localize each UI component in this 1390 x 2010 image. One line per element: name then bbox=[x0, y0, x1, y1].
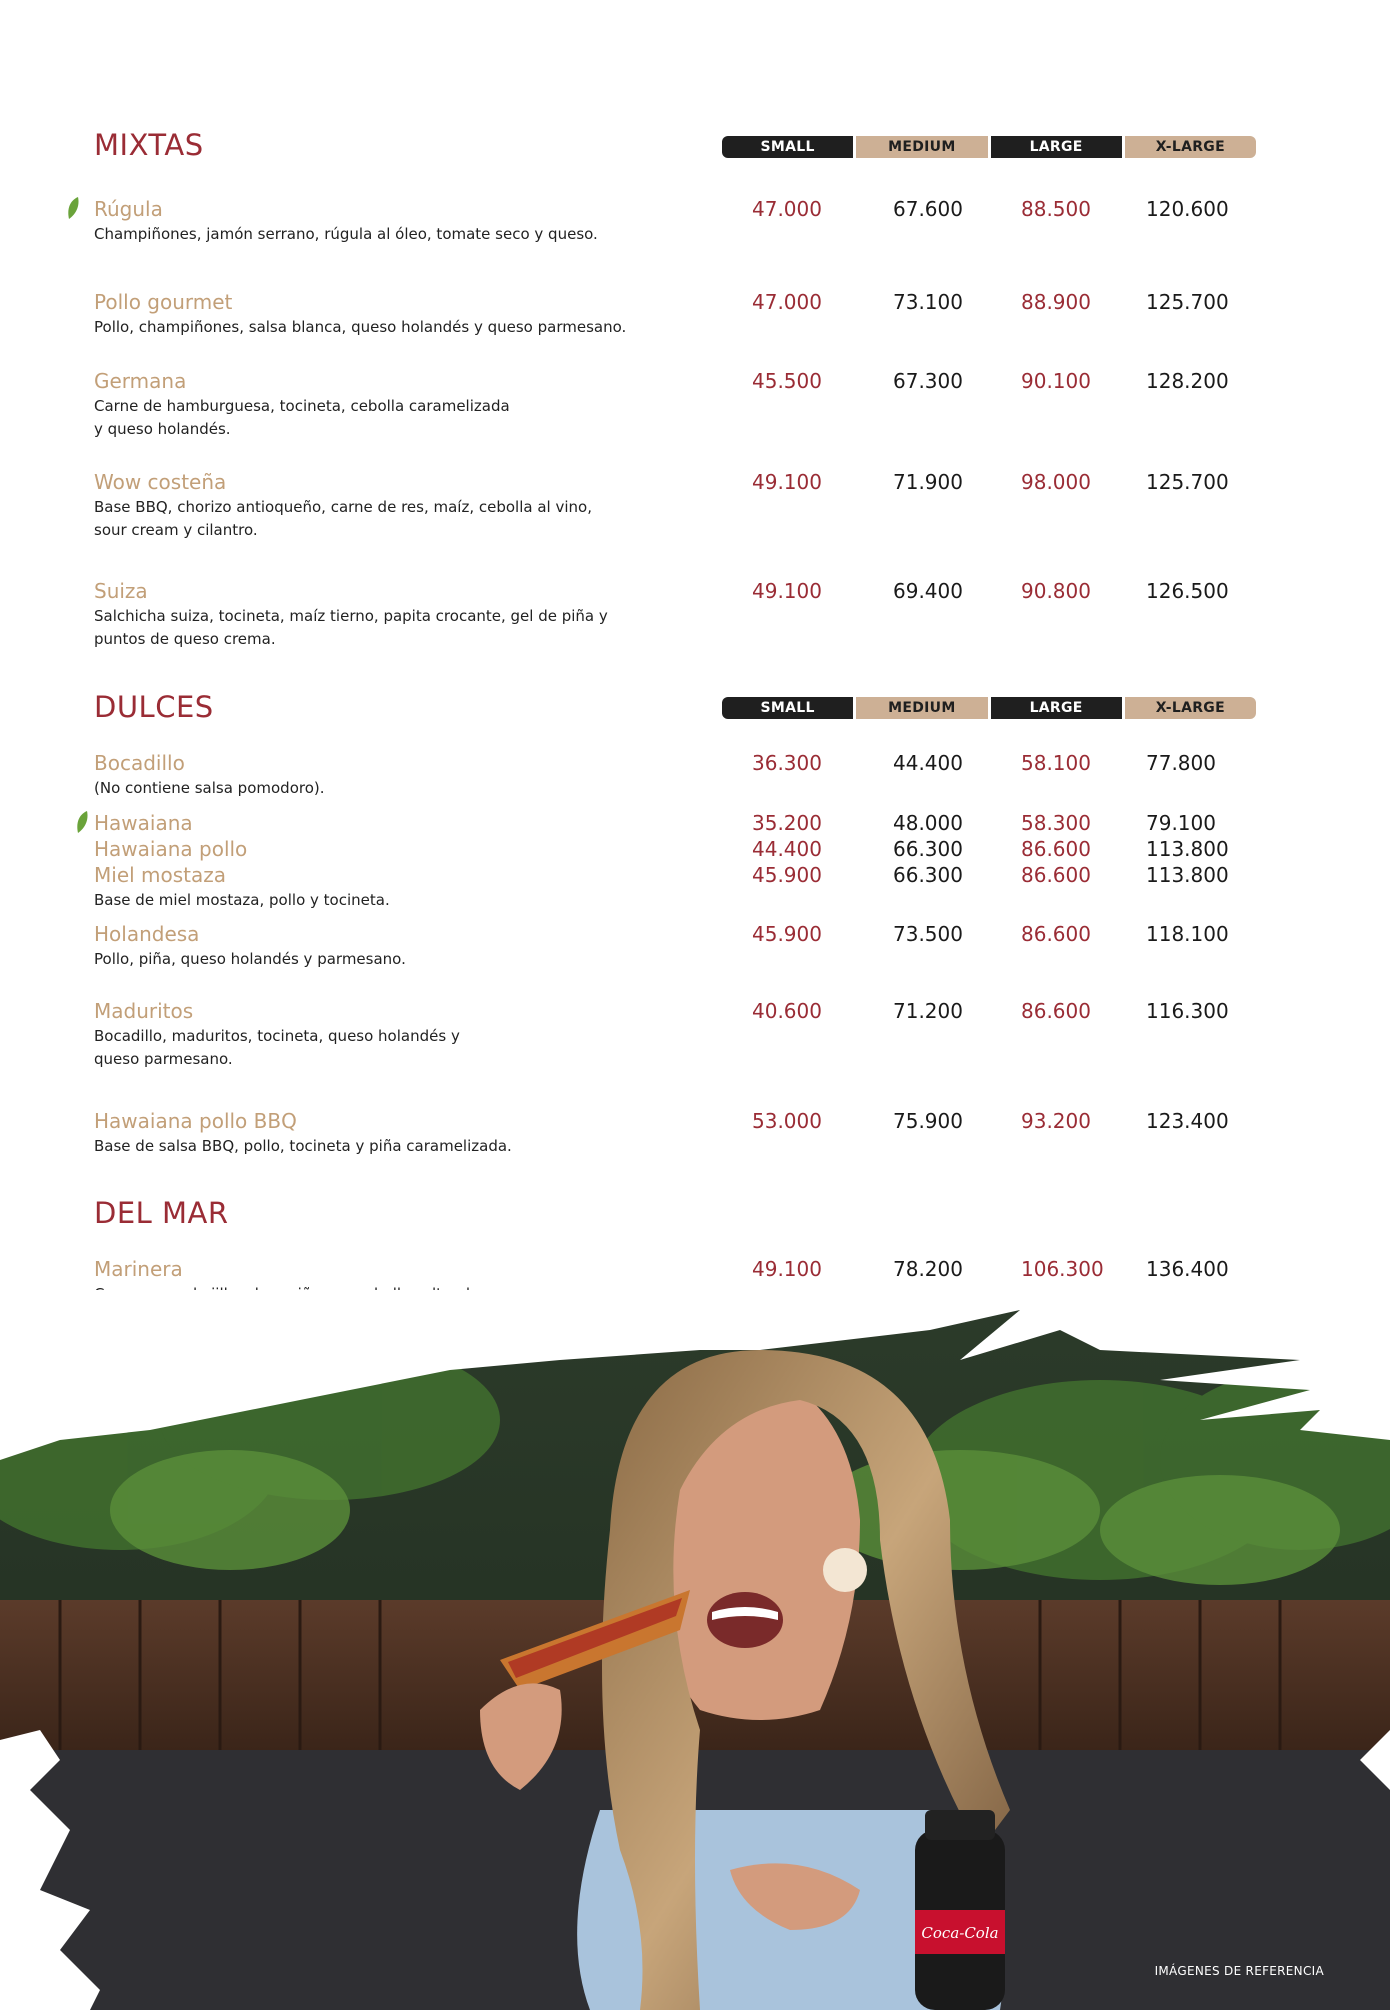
price-small: 49.100 bbox=[752, 1257, 822, 1281]
bottle-label: Coca-Cola bbox=[921, 1924, 999, 1942]
price-large: 86.600 bbox=[1021, 837, 1091, 861]
menu-item bbox=[94, 836, 1294, 862]
menu-item bbox=[94, 921, 1294, 971]
price-xlarge: 113.800 bbox=[1146, 863, 1229, 887]
price-small: 36.300 bbox=[752, 751, 822, 775]
price-large: 90.100 bbox=[1021, 369, 1091, 393]
price-medium: 67.600 bbox=[893, 197, 963, 221]
price-small: 40.600 bbox=[752, 999, 822, 1023]
price-medium: 71.900 bbox=[893, 470, 963, 494]
menu-item bbox=[94, 196, 1294, 246]
price-small: 44.400 bbox=[752, 837, 822, 861]
price-xlarge: 126.500 bbox=[1146, 579, 1229, 603]
menu-item bbox=[94, 469, 1294, 542]
price-xlarge: 120.600 bbox=[1146, 197, 1229, 221]
price-xlarge: 116.300 bbox=[1146, 999, 1229, 1023]
item-name: Suiza bbox=[94, 579, 148, 603]
price-medium: 73.500 bbox=[893, 922, 963, 946]
price-large: 98.000 bbox=[1021, 470, 1091, 494]
menu-item bbox=[94, 750, 1294, 800]
size-header bbox=[722, 136, 1256, 158]
price-small: 47.000 bbox=[752, 197, 822, 221]
price-large: 86.600 bbox=[1021, 922, 1091, 946]
price-small: 35.200 bbox=[752, 811, 822, 835]
section-title: MIXTAS bbox=[94, 128, 204, 162]
item-name: Germana bbox=[94, 369, 187, 393]
menu-item bbox=[94, 1108, 1294, 1158]
price-xlarge: 125.700 bbox=[1146, 290, 1229, 314]
price-large: 86.600 bbox=[1021, 863, 1091, 887]
section-title: DEL MAR bbox=[94, 1196, 229, 1230]
item-description: Pollo, champiñones, salsa blanca, queso holandés y queso parmesano. bbox=[94, 318, 627, 336]
menu-item bbox=[94, 368, 1294, 441]
photo-illustration bbox=[0, 1290, 1390, 2010]
price-large: 90.800 bbox=[1021, 579, 1091, 603]
price-medium: 71.200 bbox=[893, 999, 963, 1023]
price-xlarge: 113.800 bbox=[1146, 837, 1229, 861]
size-large-label: LARGE bbox=[991, 697, 1122, 719]
price-medium: 75.900 bbox=[893, 1109, 963, 1133]
price-xlarge: 118.100 bbox=[1146, 922, 1229, 946]
item-description: (No contiene salsa pomodoro). bbox=[94, 779, 325, 797]
price-large: 88.500 bbox=[1021, 197, 1091, 221]
item-name: Maduritos bbox=[94, 999, 194, 1023]
menu-item bbox=[94, 862, 1294, 912]
price-medium: 78.200 bbox=[893, 1257, 963, 1281]
price-large: 93.200 bbox=[1021, 1109, 1091, 1133]
item-description: Salchicha suiza, tocineta, maíz tierno, papita crocante, gel de piña y puntos de queso crema. bbox=[94, 607, 608, 648]
price-small: 45.900 bbox=[752, 922, 822, 946]
size-large-label: LARGE bbox=[991, 136, 1122, 158]
item-name: Pollo gourmet bbox=[94, 290, 233, 314]
price-xlarge: 123.400 bbox=[1146, 1109, 1229, 1133]
item-description: Champiñones, jamón serrano, rúgula al óleo, tomate seco y queso. bbox=[94, 225, 598, 243]
item-description: Base de miel mostaza, pollo y tocineta. bbox=[94, 891, 390, 909]
section-title: DULCES bbox=[94, 690, 214, 724]
size-small-label: SMALL bbox=[722, 136, 853, 158]
menu-item bbox=[94, 578, 1294, 651]
item-description: Carne de hamburguesa, tocineta, cebolla caramelizada y queso holandés. bbox=[94, 397, 510, 438]
item-name: Hawaiana pollo BBQ bbox=[94, 1109, 297, 1133]
size-medium-label: MEDIUM bbox=[856, 136, 987, 158]
size-medium-label: MEDIUM bbox=[856, 697, 987, 719]
item-description: Pollo, piña, queso holandés y parmesano. bbox=[94, 950, 406, 968]
price-medium: 66.300 bbox=[893, 837, 963, 861]
price-medium: 67.300 bbox=[893, 369, 963, 393]
item-name: Hawaiana bbox=[94, 811, 193, 835]
menu-item bbox=[94, 998, 1294, 1071]
item-description: Base de salsa BBQ, pollo, tocineta y piña caramelizada. bbox=[94, 1137, 512, 1155]
price-small: 49.100 bbox=[752, 579, 822, 603]
price-small: 45.500 bbox=[752, 369, 822, 393]
price-large: 88.900 bbox=[1021, 290, 1091, 314]
price-medium: 69.400 bbox=[893, 579, 963, 603]
price-xlarge: 125.700 bbox=[1146, 470, 1229, 494]
leaf-icon bbox=[76, 810, 89, 834]
menu-item bbox=[94, 289, 1294, 339]
price-small: 53.000 bbox=[752, 1109, 822, 1133]
item-name: Holandesa bbox=[94, 922, 200, 946]
item-name: Marinera bbox=[94, 1257, 183, 1281]
leaf-icon bbox=[67, 196, 80, 220]
item-description: Base BBQ, chorizo antioqueño, carne de res, maíz, cebolla al vino, sour cream y cilantro. bbox=[94, 498, 592, 539]
size-xlarge-label: X-LARGE bbox=[1125, 136, 1256, 158]
price-small: 49.100 bbox=[752, 470, 822, 494]
reference-photo bbox=[0, 1290, 1390, 2010]
item-name: Miel mostaza bbox=[94, 863, 227, 887]
price-medium: 48.000 bbox=[893, 811, 963, 835]
item-name: Bocadillo bbox=[94, 751, 185, 775]
price-xlarge: 79.100 bbox=[1146, 811, 1216, 835]
item-description: Bocadillo, maduritos, tocineta, queso holandés y queso parmesano. bbox=[94, 1027, 460, 1068]
price-large: 58.100 bbox=[1021, 751, 1091, 775]
price-medium: 73.100 bbox=[893, 290, 963, 314]
size-header bbox=[722, 697, 1256, 719]
item-name: Rúgula bbox=[94, 197, 163, 221]
size-small-label: SMALL bbox=[722, 697, 853, 719]
price-small: 45.900 bbox=[752, 863, 822, 887]
price-xlarge: 128.200 bbox=[1146, 369, 1229, 393]
item-name: Wow costeña bbox=[94, 470, 227, 494]
price-medium: 44.400 bbox=[893, 751, 963, 775]
price-xlarge: 77.800 bbox=[1146, 751, 1216, 775]
price-large: 106.300 bbox=[1021, 1257, 1104, 1281]
price-small: 47.000 bbox=[752, 290, 822, 314]
price-xlarge: 136.400 bbox=[1146, 1257, 1229, 1281]
item-name: Hawaiana pollo bbox=[94, 837, 248, 861]
price-medium: 66.300 bbox=[893, 863, 963, 887]
price-large: 58.300 bbox=[1021, 811, 1091, 835]
reference-caption: IMÁGENES DE REFERENCIA bbox=[1154, 1964, 1324, 1978]
price-large: 86.600 bbox=[1021, 999, 1091, 1023]
menu-item bbox=[94, 810, 1294, 836]
size-xlarge-label: X-LARGE bbox=[1125, 697, 1256, 719]
